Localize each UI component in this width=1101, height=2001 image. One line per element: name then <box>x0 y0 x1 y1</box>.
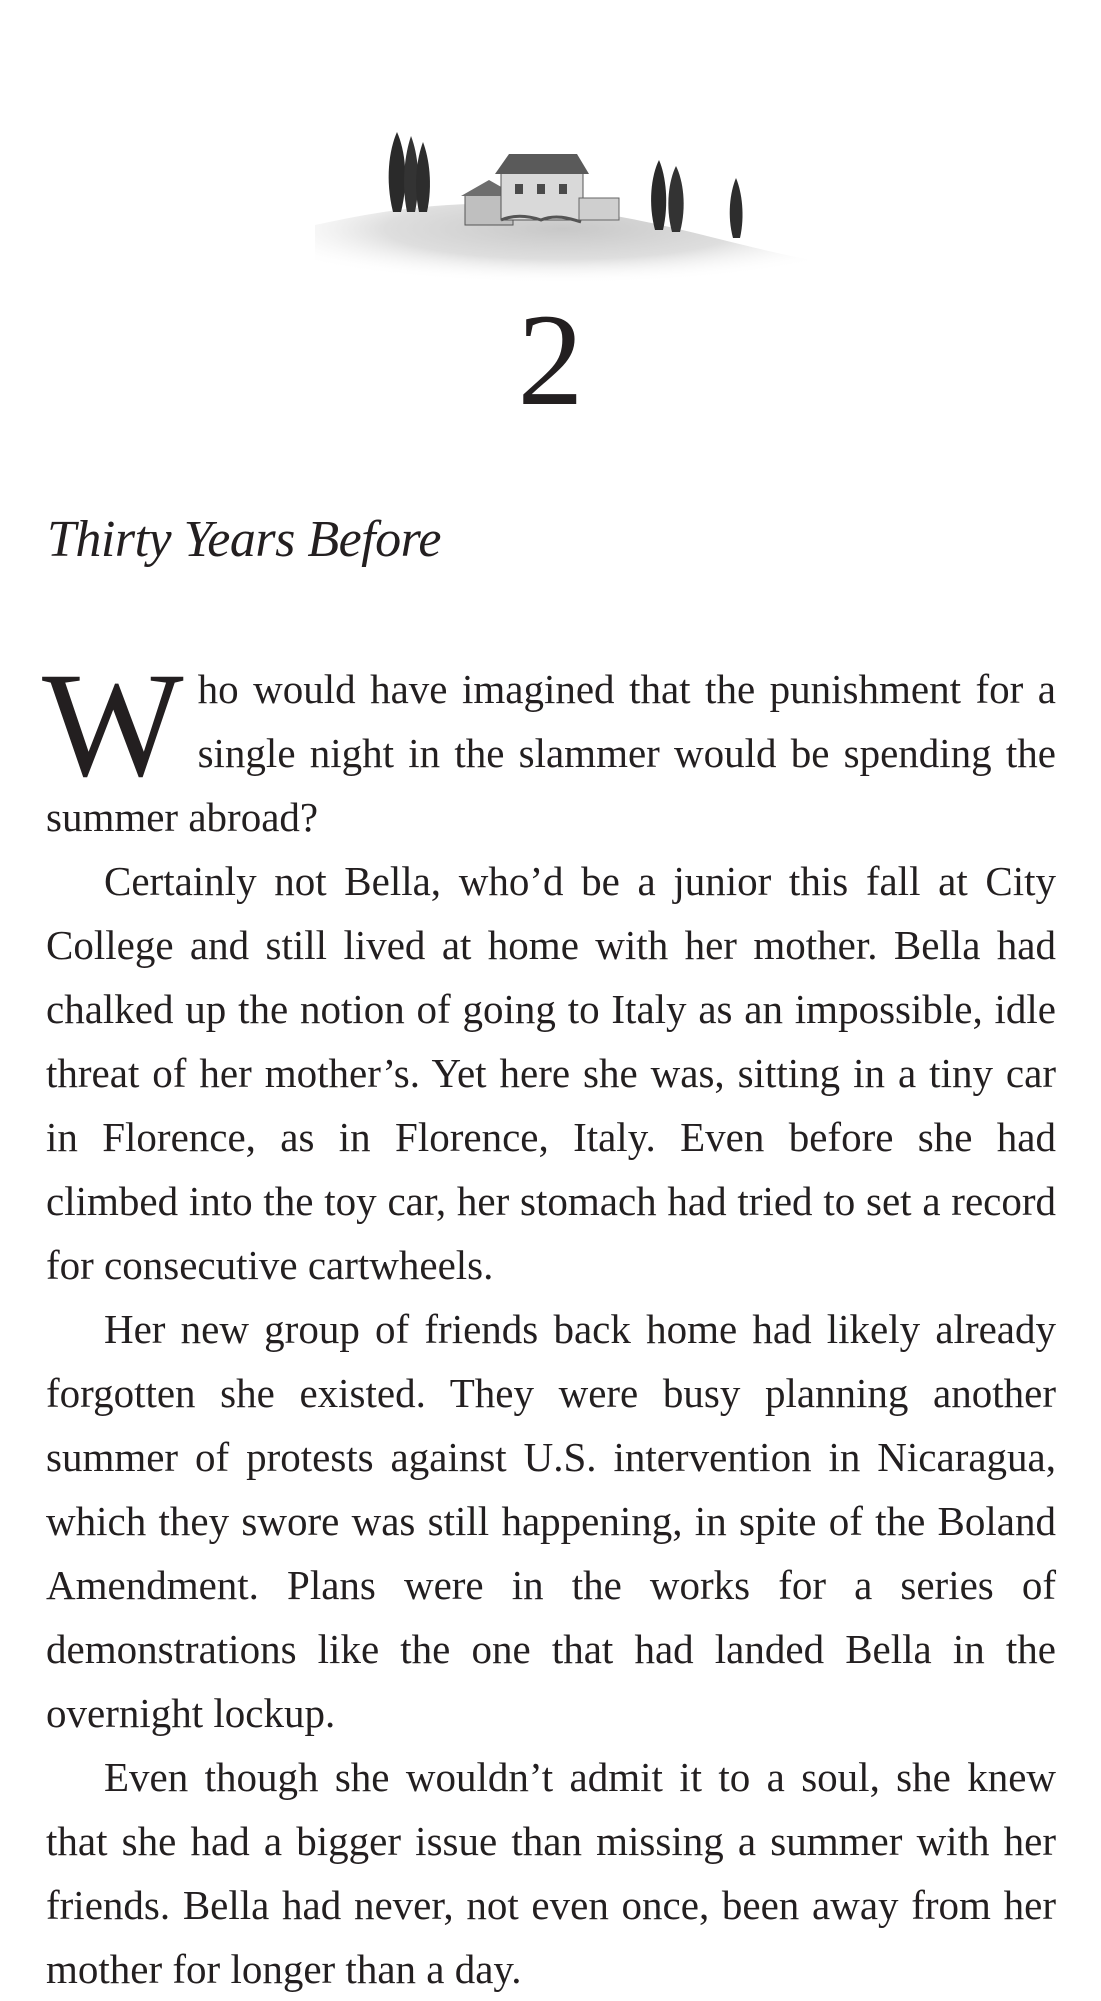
chapter-subtitle: Thirty Years Before <box>47 511 442 568</box>
paragraph: Her new group of friends back home had likely already forgotten she existed. They were busy planning another summer of protests against U.S. intervention in Nicaragua, which they swore was still happening, in spite of the Boland Amendment. Plans were in the works for a series of demonstrations like the one that had landed Bella in the overnight lockup. <box>46 1306 1056 1736</box>
chapter-body <box>42 642 1056 2001</box>
paragraph <box>42 642 1056 849</box>
paragraph-text: ho would have imagined that the punishment for a single night in the slammer would be spending the summer abroad? <box>46 666 1056 840</box>
chapter-number: 2 <box>517 286 584 433</box>
tuscan-farmhouse-cypress-icon <box>315 120 815 290</box>
drop-cap: W <box>42 642 184 808</box>
paragraph: Even though she wouldn’t admit it to a soul, she knew that she had a bigger issue than missing a summer with her friends. Bella had never, not even once, been away from her mother for longer than a day. <box>46 1754 1056 1992</box>
paragraph: Certainly not Bella, who’d be a junior this fall at City College and still lived at home with her mother. Bella had chalked up the notion of going to Italy as an impossible, idle threat of her mother’s. Yet here she was, sitting in a tiny car in Florence, as in Florence, Italy. Even before she had climbed into the toy car, her stomach had tried to set a record for consecutive cartwheels. <box>46 858 1056 1288</box>
